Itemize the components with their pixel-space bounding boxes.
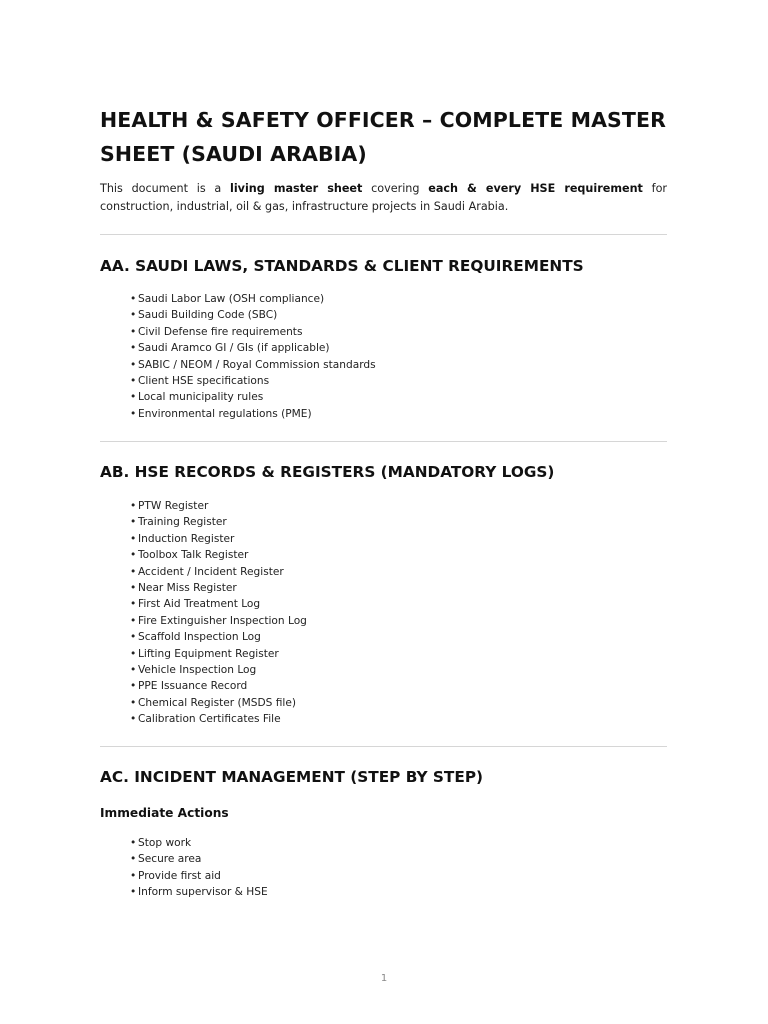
list-item xyxy=(130,291,376,307)
list-item xyxy=(130,307,376,323)
bullet-glyph: • xyxy=(130,713,137,726)
list-item-text: Near Miss Register xyxy=(138,581,237,594)
list-item xyxy=(130,835,268,851)
list-item-text: Scaffold Inspection Log xyxy=(138,631,261,644)
list-item xyxy=(130,406,376,422)
bullet-glyph: • xyxy=(130,342,137,355)
list-item-text: Secure area xyxy=(138,853,202,866)
section-divider xyxy=(100,234,667,235)
list-item-text: Saudi Labor Law (OSH compliance) xyxy=(138,293,325,305)
list-item xyxy=(130,564,307,580)
list-item xyxy=(130,711,307,727)
list-item-text: PPE Issuance Record xyxy=(138,680,248,693)
list-item xyxy=(130,514,307,530)
page-number: 1 xyxy=(380,973,388,984)
list-item-text: First Aid Treatment Log xyxy=(138,598,261,611)
list-item-text: Chemical Register (MSDS file) xyxy=(138,696,297,709)
bullet-glyph: • xyxy=(130,680,137,693)
list-item xyxy=(130,389,376,405)
intro-emphasis: living master sheet xyxy=(230,182,363,195)
list-item-text: Lifting Equipment Register xyxy=(138,647,279,660)
list-item-text: Local municipality rules xyxy=(138,391,264,404)
list-item xyxy=(130,629,307,645)
bullet-glyph: • xyxy=(130,407,137,420)
list-item-text: Training Register xyxy=(138,516,227,529)
bullet-list-ac xyxy=(130,835,268,901)
list-item xyxy=(130,340,376,356)
intro-emphasis: each & every HSE requirement xyxy=(428,182,643,195)
bullet-glyph: • xyxy=(130,647,137,660)
list-item-text: Saudi Building Code (SBC) xyxy=(138,309,278,322)
list-item xyxy=(130,357,376,373)
list-item-text: SABIC / NEOM / Royal Commission standards xyxy=(138,358,376,371)
list-item-text: Calibration Certificates File xyxy=(138,713,281,726)
bullet-glyph: • xyxy=(130,663,137,676)
bullet-glyph: • xyxy=(130,598,137,611)
list-item-text: Civil Defense fire requirements xyxy=(138,325,303,338)
list-item xyxy=(130,373,376,389)
list-item-text: Environmental regulations (PME) xyxy=(138,407,312,420)
bullet-glyph: • xyxy=(130,549,137,562)
list-item-text: Stop work xyxy=(138,837,192,849)
intro-text: covering xyxy=(362,182,429,195)
list-item xyxy=(130,547,307,563)
bullet-glyph: • xyxy=(130,358,137,371)
bullet-glyph: • xyxy=(130,631,137,644)
bullet-glyph: • xyxy=(130,837,137,849)
list-item-text: Accident / Incident Register xyxy=(138,565,284,578)
document-title: HEALTH & SAFETY OFFICER – COMPLETE MASTER SHEET (SAUDI ARABIA) xyxy=(100,108,666,166)
list-item-text: PTW Register xyxy=(138,500,209,512)
section-divider xyxy=(100,746,667,747)
bullet-glyph: • xyxy=(130,581,137,594)
intro-paragraph xyxy=(100,180,667,216)
bullet-glyph: • xyxy=(130,374,137,387)
section-divider xyxy=(100,441,667,442)
intro-text: for construction, industrial, oil & gas, infrastructure projects in Saudi Arabia. xyxy=(100,182,668,213)
list-item xyxy=(130,324,376,340)
bullet-glyph: • xyxy=(130,853,137,866)
list-item xyxy=(130,678,307,694)
sub-heading-immediate-actions: Immediate Actions xyxy=(100,806,229,820)
list-item xyxy=(130,884,268,900)
bullet-glyph: • xyxy=(130,565,137,578)
list-item xyxy=(130,662,307,678)
list-item-text: Induction Register xyxy=(138,532,235,545)
bullet-list-ab xyxy=(130,498,307,727)
section-heading-ab: AB. HSE RECORDS & REGISTERS (MANDATORY LOGS) xyxy=(100,463,555,481)
list-item-text: Inform supervisor & HSE xyxy=(138,886,268,899)
bullet-glyph: • xyxy=(130,696,137,709)
list-item-text: Fire Extinguisher Inspection Log xyxy=(138,614,307,627)
list-item xyxy=(130,646,307,662)
bullet-glyph: • xyxy=(130,532,137,545)
bullet-glyph: • xyxy=(130,869,137,882)
bullet-glyph: • xyxy=(130,309,137,322)
list-item xyxy=(130,695,307,711)
intro-text: This document is a xyxy=(100,182,230,195)
list-item-text: Vehicle Inspection Log xyxy=(138,663,257,676)
list-item xyxy=(130,851,268,867)
list-item-text: Provide first aid xyxy=(138,869,221,882)
document-page xyxy=(100,0,667,1024)
list-item xyxy=(130,868,268,884)
bullet-glyph: • xyxy=(130,391,137,404)
list-item xyxy=(130,580,307,596)
bullet-glyph: • xyxy=(130,293,137,305)
bullet-glyph: • xyxy=(130,500,137,512)
list-item xyxy=(130,498,307,514)
section-heading-ac: AC. INCIDENT MANAGEMENT (STEP BY STEP) xyxy=(100,768,484,786)
list-item xyxy=(130,531,307,547)
bullet-glyph: • xyxy=(130,325,137,338)
list-item xyxy=(130,596,307,612)
bullet-glyph: • xyxy=(130,886,137,899)
bullet-list-aa xyxy=(130,291,376,422)
list-item-text: Saudi Aramco GI / GIs (if applicable) xyxy=(138,342,330,355)
list-item-text: Client HSE specifications xyxy=(138,374,270,387)
section-heading-aa: AA. SAUDI LAWS, STANDARDS & CLIENT REQUIREMENTS xyxy=(100,257,584,275)
bullet-glyph: • xyxy=(130,614,137,627)
list-item-text: Toolbox Talk Register xyxy=(138,549,249,562)
list-item xyxy=(130,613,307,629)
bullet-glyph: • xyxy=(130,516,137,529)
